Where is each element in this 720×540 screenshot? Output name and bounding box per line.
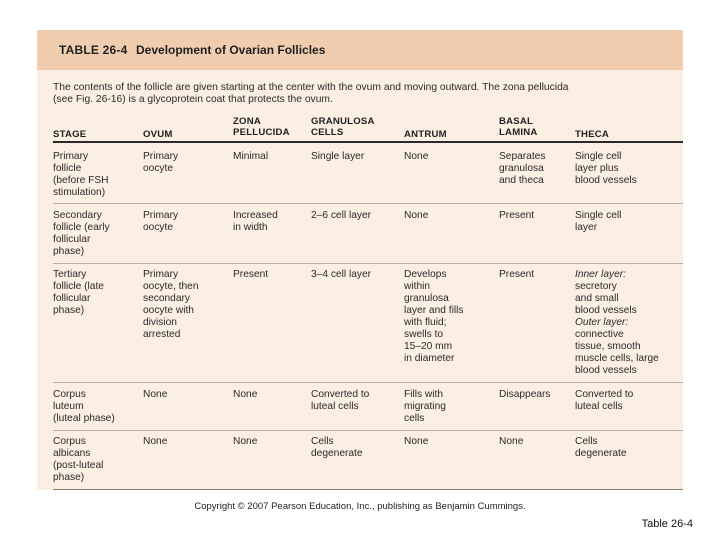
copyright-notice: Copyright © 2007 Pearson Education, Inc., publishing as Benjamin Cummings. [194,501,526,512]
header-granulosa-cells: GRANULOSA CELLS [311,116,375,138]
row4-stage: Corpus luteum (luteal phase) [53,389,115,424]
table-title: Development of Ovarian Follicles [136,43,326,57]
row4-granulosa: Converted to luteal cells [311,389,370,412]
table-intro [53,82,673,106]
row1-zona: Minimal [233,151,269,162]
row4-basal: Disappears [499,389,551,400]
row3-antrum: Develops within granulosa layer and fills with fluid; swells to 15–20 mm in diameter [404,269,464,364]
row3-theca-inner-label: Inner layer: [575,269,626,280]
row2-antrum: None [404,210,429,221]
header-stage: STAGE [53,129,87,140]
header-antrum: ANTRUM [404,129,447,140]
header-ovum: OVUM [143,129,173,140]
row-divider [53,203,683,204]
row3-granulosa: 3–4 cell layer [311,269,372,280]
table-panel [37,30,683,490]
row2-zona: Increased in width [233,210,278,233]
intro-line-1: The contents of the follicle are given starting at the center with the ovum and moving outward. The zona pellucida [53,82,569,93]
row3-basal: Present [499,269,535,280]
row5-basal: None [499,436,524,447]
row1-theca: Single cell layer plus blood vessels [575,151,637,186]
row5-stage: Corpus albicans (post-luteal phase) [53,436,104,483]
slide-caption: Table 26-4 [641,518,693,530]
row4-ovum: None [143,389,168,400]
row5-theca: Cells degenerate [575,436,627,459]
row4-antrum: Fills with migrating cells [404,389,446,424]
row-divider [53,263,683,264]
table-title-bar [37,30,683,70]
table-number: TABLE 26-4 [59,43,128,57]
row3-stage: Tertiary follicle (late follicular phase) [53,269,104,316]
row3-theca-inner: secretory and small blood vessels [575,281,637,316]
row4-zona: None [233,389,258,400]
row2-stage: Secondary follicle (early follicular phase) [53,210,110,257]
row2-theca: Single cell layer [575,210,622,233]
intro-line-2: (see Fig. 26-16) is a glycoprotein coat that protects the ovum. [53,94,333,105]
header-theca: THECA [575,129,610,140]
row-divider [53,430,683,431]
row-divider [53,382,683,383]
row5-zona: None [233,436,258,447]
row3-zona: Present [233,269,269,280]
row1-ovum: Primary oocyte [143,151,179,174]
row5-granulosa: Cells degenerate [311,436,363,459]
row3-theca-outer: connective tissue, smooth muscle cells, large blood vessels [575,329,659,376]
header-zona-pellucida: ZONA PELLUCIDA [233,116,290,138]
row5-antrum: None [404,436,429,447]
row3-ovum: Primary oocyte, then secondary oocyte with division arrested [143,269,199,340]
row2-ovum: Primary oocyte [143,210,179,233]
row3-theca-outer-label: Outer layer: [575,317,629,328]
header-rule [53,141,683,143]
row1-granulosa: Single layer [311,151,365,162]
row5-ovum: None [143,436,168,447]
row1-basal: Separates granulosa and theca [499,151,546,186]
row2-basal: Present [499,210,535,221]
row2-granulosa: 2–6 cell layer [311,210,372,221]
table-bottom-rule [53,489,683,490]
row1-antrum: None [404,151,429,162]
header-basal-lamina: BASAL LAMINA [499,116,538,138]
row4-theca: Converted to luteal cells [575,389,634,412]
row1-stage: Primary follicle (before FSH stimulation) [53,151,109,198]
